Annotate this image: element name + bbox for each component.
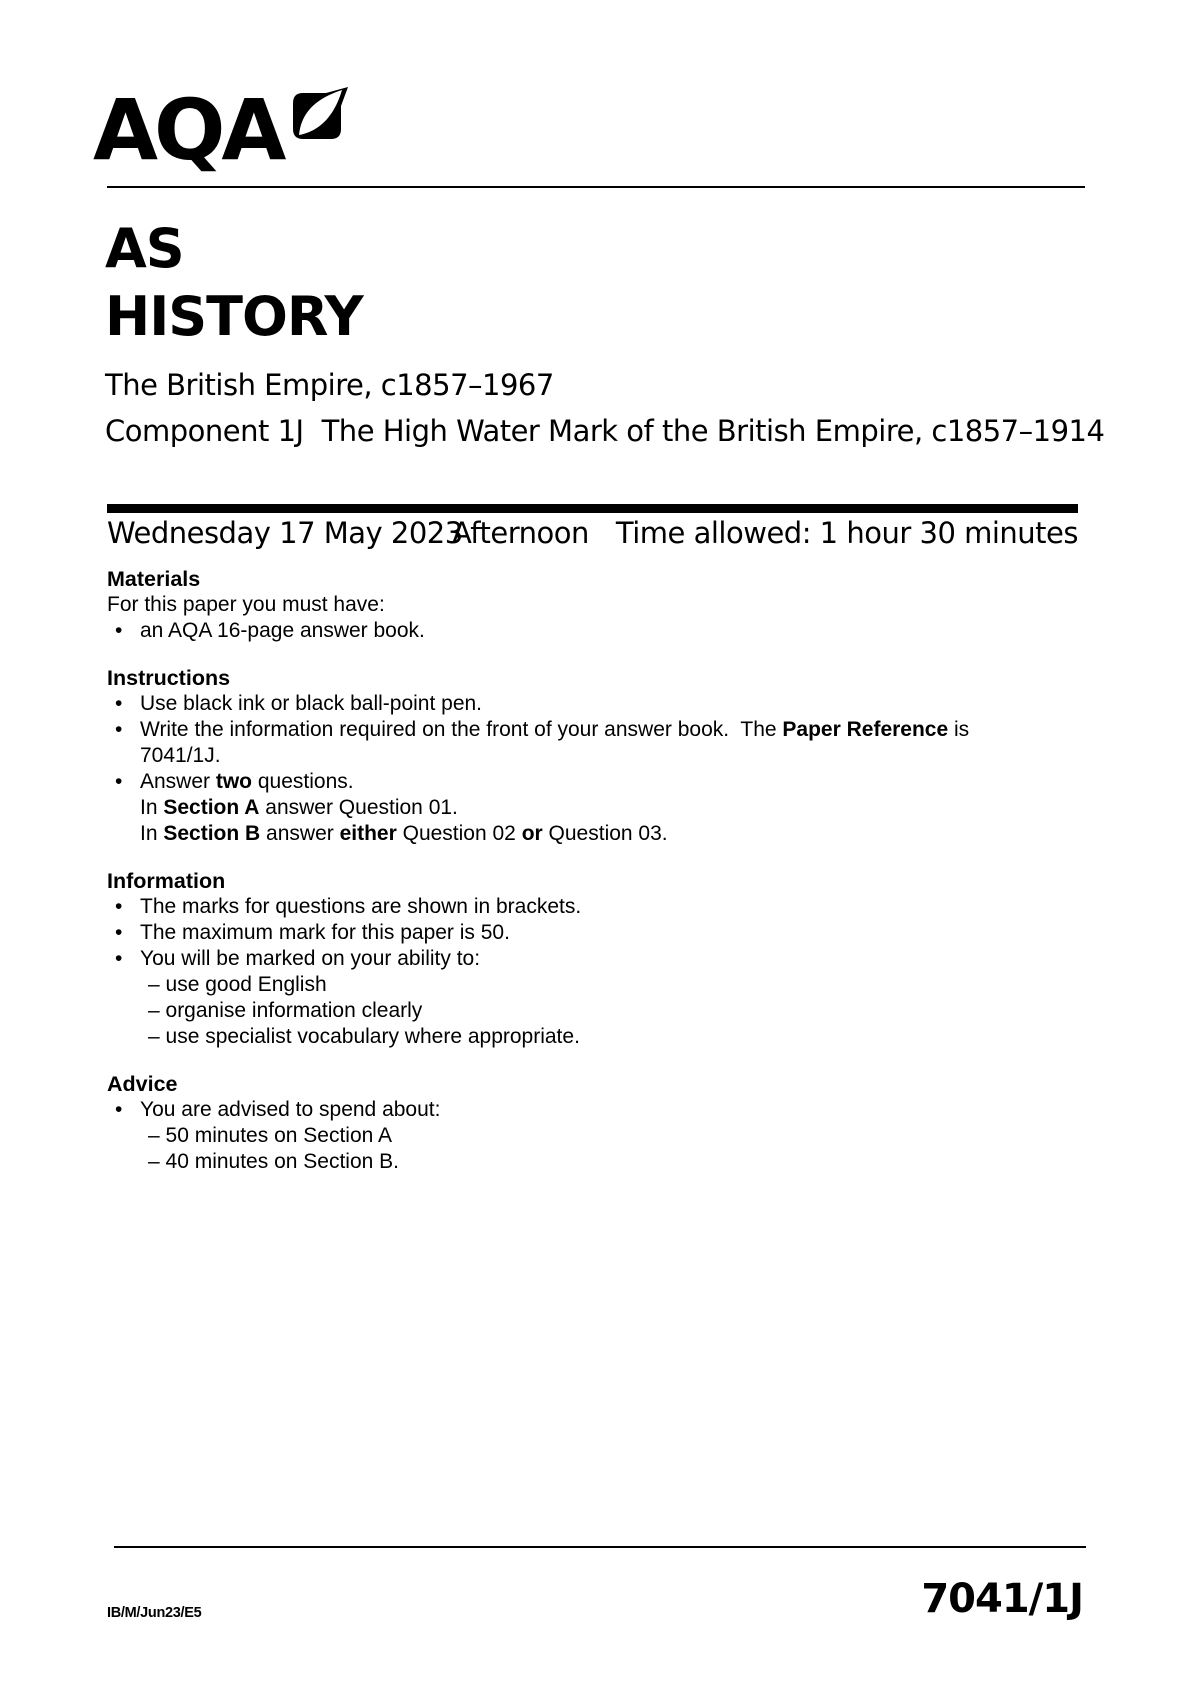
instructions-bullet-3 [107,769,1037,795]
instructions-bullet-2-text: Write the information required on the front of your answer book. The Paper Reference is [140,718,970,741]
advice-section [107,1071,1037,1175]
paper-reference-emphasis: Paper Reference [782,718,949,741]
marking-criterion-2: – organise information clearly [148,999,423,1022]
materials-intro: For this paper you must have: [107,593,385,616]
title-divider-bar [107,504,1078,513]
component-line [105,408,1104,454]
aqa-logo [93,81,350,179]
instructions-section [107,665,1037,847]
information-bullet-1-text: The marks for questions are shown in brackets. [140,895,582,918]
section-a-line: In Section A answer Question 01. [140,796,458,819]
information-bullet-2 [107,920,1037,946]
bullet-icon [107,717,140,743]
exam-date: Wednesday 17 May 2023 [107,516,463,550]
information-bullet-2-text: The maximum mark for this paper is 50. [140,921,510,944]
instructions-bullet-2-wrap: 7041/1J. [140,744,221,767]
advice-time-section-b: – 40 minutes on Section B. [148,1150,399,1173]
advice-bullet-1-text: You are advised to spend about: [140,1098,441,1121]
advice-time-section-a: – 50 minutes on Section A [148,1124,392,1147]
subject-title: HISTORY [105,285,363,348]
series-title: The British Empire, c1857–1967 [105,368,554,402]
component-title: The High Water Mark of the British Empire, c1857–1914 [321,414,1105,448]
materials-heading: Materials [107,567,201,591]
section-a-emphasis: Section A [163,796,260,819]
bullet-icon [107,618,140,644]
instructions-bullet-3-text: Answer two questions. [140,770,354,793]
cover-body [107,566,1037,1196]
materials-bullet [107,618,1037,644]
section-b-line: In Section B answer either Question 02 or Question 03. [140,822,668,845]
internal-reference-code: IB/M/Jun23/E5 [107,1605,202,1621]
or-emphasis: or [521,822,543,845]
information-heading: Information [107,869,226,893]
aqa-leaf-icon [290,86,350,149]
information-bullet-3 [107,946,1037,972]
qualification-level: AS [105,217,184,280]
footer-divider [114,1546,1086,1548]
time-allowed: Time allowed: 1 hour 30 minutes [615,516,1078,550]
paper-subtitle [105,362,1104,454]
exam-session: Afternoon [452,516,589,550]
marking-criterion-1: – use good English [148,973,327,996]
information-section [107,868,1037,1050]
section-b-emphasis: Section B [163,822,261,845]
marking-criterion-3: – use specialist vocabulary where appropriate. [148,1025,580,1048]
session-line [107,516,1078,552]
either-emphasis: either [339,822,397,845]
bullet-icon [107,946,140,972]
instructions-bullet-1-text: Use black ink or black ball-point pen. [140,692,483,715]
bullet-icon [107,769,140,795]
instructions-bullet-2 [107,717,1037,743]
aqa-logo-text: AQA [93,81,283,179]
page-title [105,215,363,351]
component-code: Component 1J [105,414,304,448]
bullet-icon [107,691,140,717]
information-bullet-3-text: You will be marked on your ability to: [140,947,481,970]
bullet-icon [107,894,140,920]
information-bullet-1 [107,894,1037,920]
advice-heading: Advice [107,1072,178,1096]
advice-bullet-1 [107,1097,1037,1123]
paper-code: 7041/1J [921,1576,1083,1622]
instructions-heading: Instructions [107,666,231,690]
two-emphasis: two [215,770,253,793]
materials-bullet-text: an AQA 16-page answer book. [140,619,425,642]
bullet-icon [107,1097,140,1123]
instructions-bullet-1 [107,691,1037,717]
bullet-icon [107,920,140,946]
materials-section [107,566,1037,644]
header-divider [107,186,1085,188]
